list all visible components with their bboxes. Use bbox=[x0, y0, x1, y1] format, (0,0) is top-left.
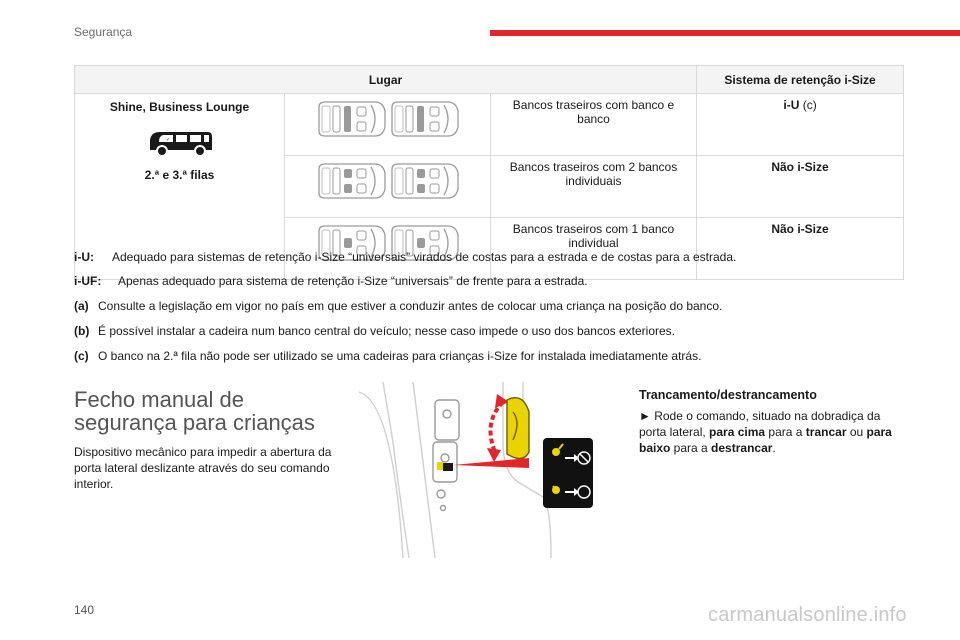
row-description: Bancos traseiros com banco e banco bbox=[491, 94, 697, 156]
watermark: carmanualsonline.info bbox=[708, 604, 907, 626]
svg-text:✓: ✓ bbox=[165, 137, 170, 143]
section-title: Fecho manual de segurança para crianças bbox=[74, 387, 315, 435]
page-number: 140 bbox=[74, 603, 95, 617]
lugar-models: Shine, Business Lounge bbox=[109, 100, 250, 114]
col-header-sistema: Sistema de retenção i-Size bbox=[697, 66, 904, 94]
row-value: Não i-Size bbox=[697, 156, 904, 218]
car-top-view-icon bbox=[319, 164, 385, 198]
lock-pictogram-icon bbox=[543, 438, 593, 508]
note-c: (c) O banco na 2.ª fila não pode ser utilizado se uma cadeiras para crianças i-Size for instalada imediatamente atrás. bbox=[74, 349, 702, 363]
lugar-rows: 2.ª e 3.ª filas bbox=[144, 168, 215, 182]
section-body: Dispositivo mecânico para impedir a abertura da porta lateral deslizante através do seu comando interior. bbox=[74, 445, 332, 491]
isize-seat-table bbox=[74, 65, 904, 280]
car-top-view-icon bbox=[392, 164, 458, 198]
row-description: Bancos traseiros com 2 bancos individuais bbox=[491, 156, 697, 218]
row-value: i-U (c) bbox=[697, 94, 904, 156]
child-lock-illustration bbox=[353, 382, 611, 558]
pointer-arrow-icon bbox=[453, 458, 529, 468]
car-top-view-icon bbox=[392, 102, 458, 136]
row-description: Bancos traseiros com 1 banco individual bbox=[491, 218, 697, 280]
lock-knob-icon bbox=[507, 398, 529, 459]
table-header-row bbox=[75, 66, 904, 94]
table-row bbox=[75, 94, 904, 156]
lock-unlock-title: Trancamento/destrancamento bbox=[639, 388, 817, 402]
header-section-title: Segurança bbox=[74, 25, 133, 39]
row-value: Não i-Size bbox=[697, 218, 904, 280]
lock-unlock-body: ► Rode o comando, situado na dobradiça da porta lateral, para cima para a trancar ou para baixo para a destrancar. bbox=[639, 409, 892, 455]
van-icon bbox=[146, 128, 214, 158]
note-iuf: i-UF: Apenas adequado para sistema de retenção i-Size “universais” de frente para a estrada. bbox=[74, 274, 588, 288]
seat-diagram bbox=[285, 94, 491, 156]
header-accent-bar bbox=[490, 30, 960, 36]
note-b: (b) É possível instalar a cadeira num banco central do veículo; nesse caso impede o uso dos bancos exteriores. bbox=[74, 324, 675, 338]
note-a: (a) Consulte a legislação em vigor no país em que estiver a conduzir antes de colocar uma criança na posição do banco. bbox=[74, 299, 723, 313]
seat-diagram bbox=[285, 156, 491, 218]
note-iu: i-U: Adequado para sistemas de retenção i-Size “universais” virados de costas para a estrada e de costas para a estrada. bbox=[74, 250, 737, 264]
hinge-icon bbox=[433, 400, 459, 511]
rotate-arrow-icon bbox=[491, 402, 504, 452]
col-header-lugar: Lugar bbox=[75, 66, 697, 94]
car-top-view-icon bbox=[319, 102, 385, 136]
